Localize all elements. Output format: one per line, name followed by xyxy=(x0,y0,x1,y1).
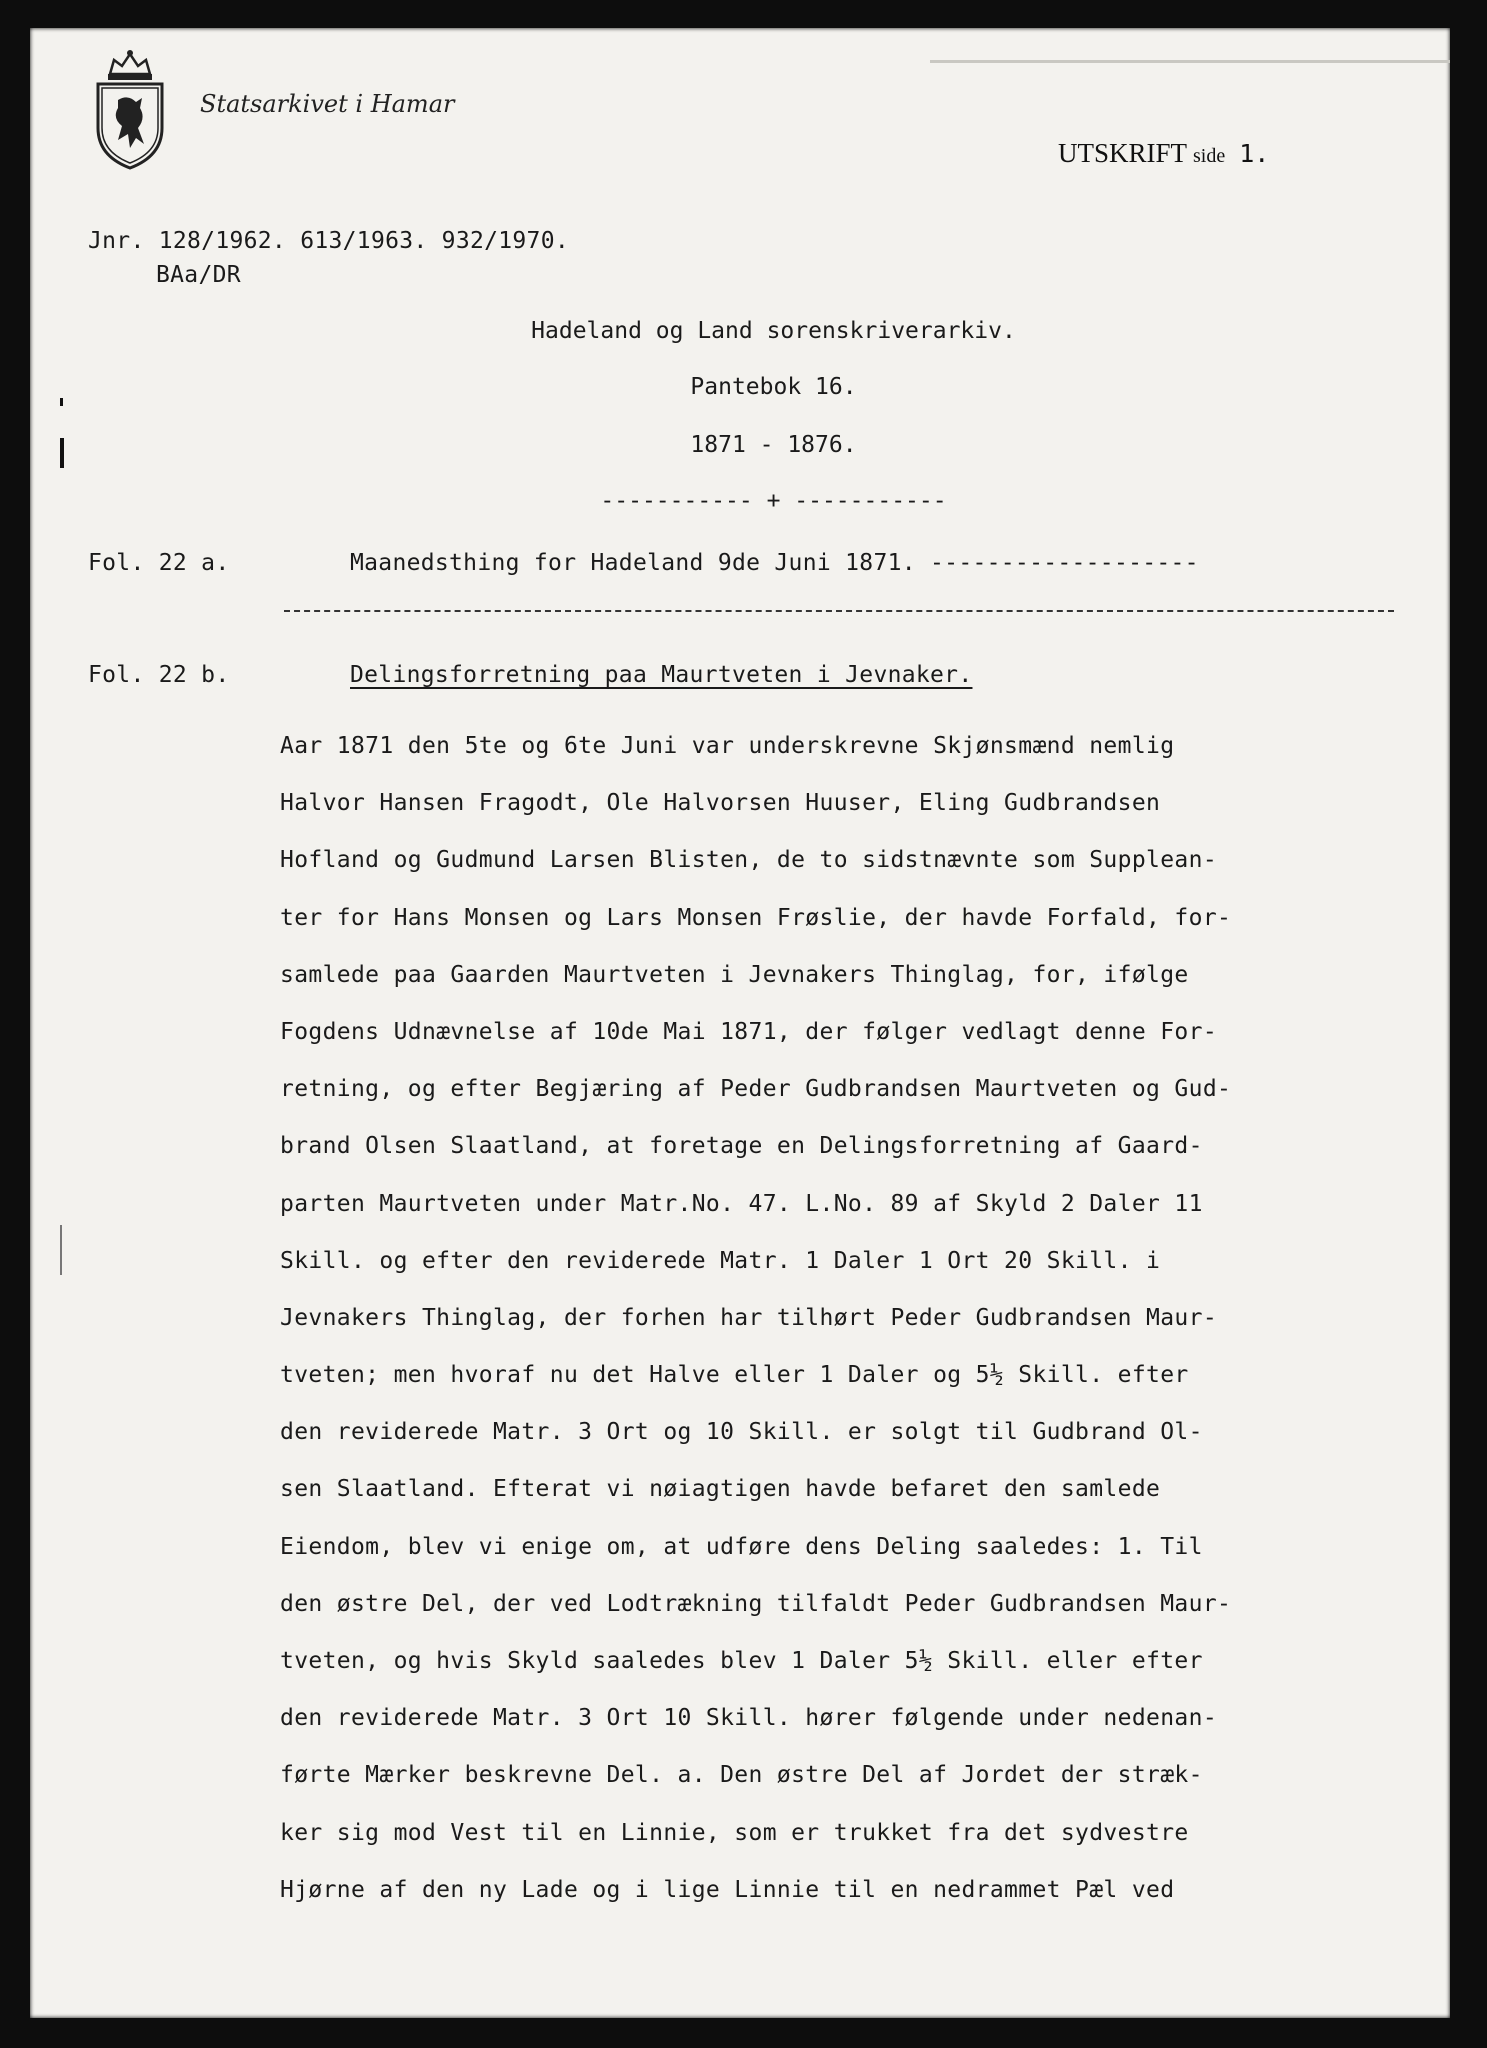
folio-label: Fol. 22 a. xyxy=(88,550,230,576)
text-line: den reviderede Matr. 3 Ort og 10 Skill. er solgt til Gudbrand Ol- xyxy=(280,1419,1203,1446)
dashed-rule xyxy=(284,610,1394,612)
entry-heading: Delingsforretning paa Maurtveten i Jevnaker. xyxy=(350,662,973,688)
text-line: den østre Del, der ved Lodtrækning tilfaldt Peder Gudbrandsen Maur- xyxy=(280,1590,1232,1617)
text-line: samlede paa Gaarden Maurtveten i Jevnakers Thinglag, for, ifølge xyxy=(280,961,1189,988)
year-range: 1871 - 1876. xyxy=(690,432,857,458)
entry-heading: Maanedsthing for Hadeland 9de Juni 1871. ------------------- xyxy=(350,550,1199,576)
margin-mark xyxy=(60,1225,62,1275)
text-line: Halvor Hansen Fragodt, Ole Halvorsen Huuser, Eling Gudbrandsen xyxy=(280,790,1161,817)
coat-of-arms-icon xyxy=(88,48,172,170)
text-line: tveten, og hvis Skyld saaledes blev 1 Daler 5½ Skill. eller efter xyxy=(280,1648,1203,1674)
side-label: side xyxy=(1193,145,1226,167)
book-title: Pantebok 16. xyxy=(690,374,857,400)
text-line: sen Slaatland. Efterat vi nøiagtigen havde befaret den samlede xyxy=(280,1476,1161,1503)
text-line: parten Maurtveten under Matr.No. 47. L.No. 89 af Skyld 2 Daler 11 xyxy=(280,1190,1203,1217)
initials: BAa/DR xyxy=(156,262,241,288)
archive-title: Hadeland og Land sorenskriverarkiv. xyxy=(531,318,1016,344)
text-line: Hofland og Gudmund Larsen Blisten, de to sidstnævnte som Supplean- xyxy=(280,847,1218,874)
text-line: Aar 1871 den 5te og 6te Juni var underskrevne Skjønsmænd nemlig xyxy=(280,733,1175,759)
body-text xyxy=(280,718,1420,1919)
utskrift-label: UTSKRIFT xyxy=(1058,138,1188,168)
text-line: ker sig mod Vest til en Linnie, som er trukket fra det sydvestre xyxy=(280,1819,1189,1846)
text-line: Skill. og efter den reviderede Matr. 1 Daler 1 Ort 20 Skill. i xyxy=(280,1247,1161,1274)
separator-line: ----------- + ----------- xyxy=(600,488,947,514)
text-line: Eiendom, blev vi enige om, at udføre dens Deling saaledes: 1. Til xyxy=(280,1533,1203,1560)
folio-label: Fol. 22 b. xyxy=(88,662,230,688)
text-line: tveten; men hvoraf nu det Halve eller 1 Daler og 5½ Skill. efter xyxy=(280,1362,1189,1389)
text-line: brand Olsen Slaatland, at foretage en Delingsforretning af Gaard- xyxy=(280,1133,1203,1160)
text-line: Hjørne af den ny Lade og i lige Linnie til en nedrammet Pæl ved xyxy=(280,1876,1175,1903)
text-line: ter for Hans Monsen og Lars Monsen Frøslie, der havde Forfald, for- xyxy=(280,904,1232,931)
archive-name: Statsarkivet i Hamar xyxy=(200,90,455,118)
text-line: Jevnakers Thinglag, der forhen har tilhørt Peder Gudbrandsen Maur- xyxy=(280,1304,1218,1331)
margin-mark xyxy=(60,438,64,468)
text-line: Fogdens Udnævnelse af 10de Mai 1871, der følger vedlagt denne For- xyxy=(280,1018,1218,1045)
text-line: retning, og efter Begjæring af Peder Gudbrandsen Maurtveten og Gud- xyxy=(280,1076,1232,1103)
journal-number: Jnr. 128/1962. 613/1963. 932/1970. xyxy=(88,228,570,254)
text-line: den reviderede Matr. 3 Ort 10 Skill. hører følgende under nedenan- xyxy=(280,1705,1218,1732)
margin-mark xyxy=(60,398,63,406)
paper-crease xyxy=(930,60,1450,63)
text-line: førte Mærker beskrevne Del. a. Den østre Del af Jordet der stræk- xyxy=(280,1762,1203,1789)
page-number: 1. xyxy=(1239,139,1270,168)
utskrift-header xyxy=(1058,138,1269,169)
